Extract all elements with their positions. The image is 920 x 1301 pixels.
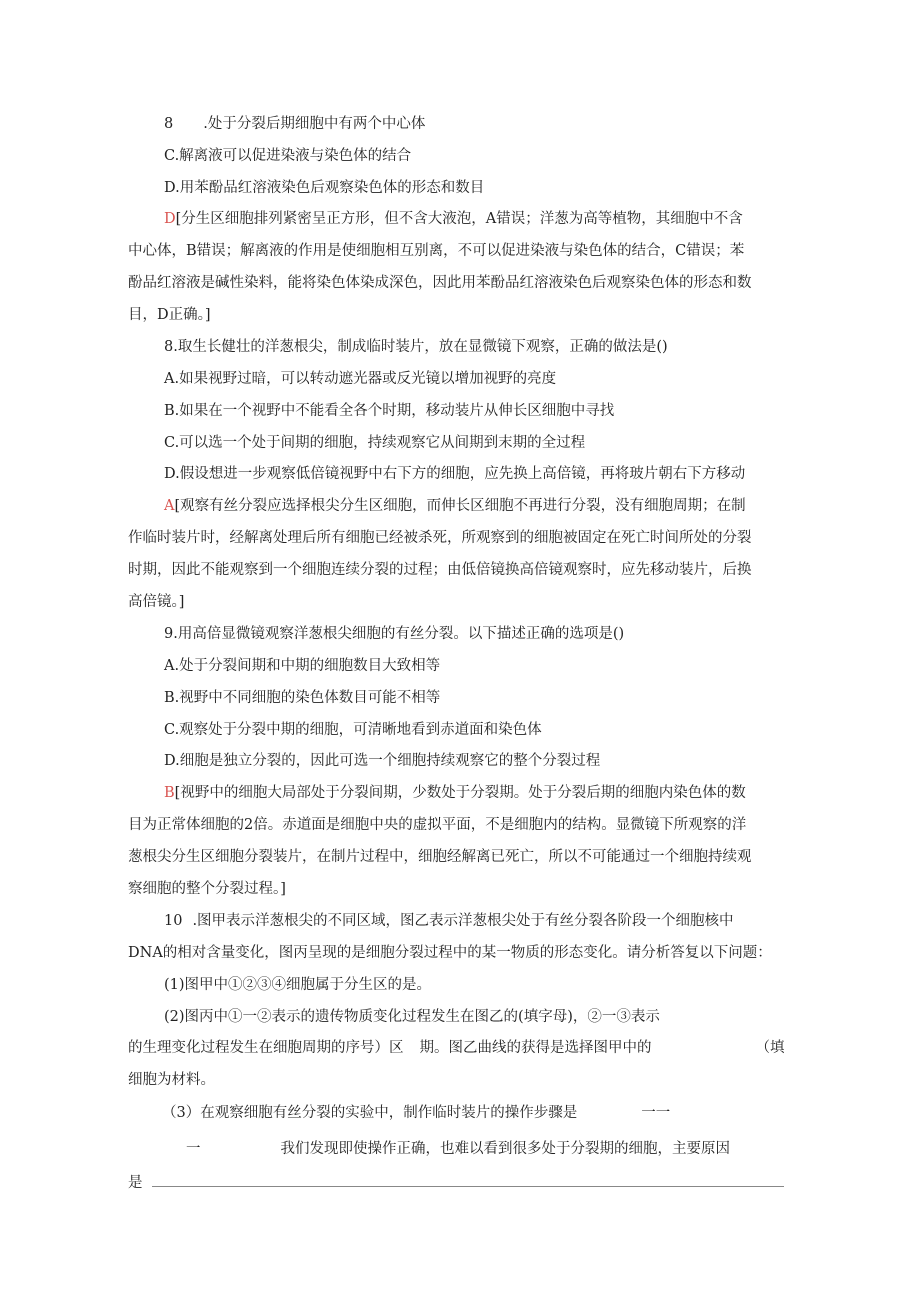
q7-option-b [164, 113, 834, 135]
q10-part-3-text-c: 一 [186, 1141, 201, 1157]
q10-part-3-line-3: 是 [128, 1175, 143, 1191]
q10-part-3-text-d: 我们发现即使操作正确，也难以看到很多处于分裂期的细胞，主要原因 [280, 1141, 730, 1157]
q8-option-c: C.可以选一个处于间期的细胞，持续观察它从间期到末期的全过程 [164, 435, 586, 451]
q9-explanation-line-4: 察细胞的整个分裂过程。] [128, 881, 286, 897]
q9-option-c: C.观察处于分裂中期的细胞，可清晰地看到赤道面和染色体 [164, 722, 542, 738]
q7-explanation-line-4: 目，D正确。] [128, 307, 211, 323]
q8-option-d: D.假设想进一步观察低倍镜视野中右下方的细胞，应先换上高倍镜，再将玻片朝右下方移动 [164, 466, 746, 482]
q8-option-a: A.如果视野过暗，可以转动遮光器或反光镜以增加视野的亮度 [164, 371, 557, 387]
q9-option-b: B.视野中不同细胞的染色体数目可能不相等 [164, 690, 441, 706]
q8-explanation-text-1: [观察有丝分裂应选择根尖分生区细胞，而伸长区细胞不再进行分裂，没有细胞周期；在制 [174, 498, 746, 514]
q10-part-3-line-1 [162, 1102, 832, 1124]
q9-explanation-line-3: 葱根尖分生区细胞分裂装片，在制片过程中，细胞经解离已死亡，所以不可能通过一个细胞持续观 [128, 849, 752, 865]
q8-explanation-line-3: 时期，因此不能观察到一个细胞连续分裂的过程；由低倍镜换高倍镜观察时，应先移动装片，后换 [128, 562, 752, 578]
q7-option-b-text: .处于分裂后期细胞中有两个中心体 [203, 116, 426, 132]
q8-explanation-line-1 [164, 495, 798, 517]
q9-option-a: A.处于分裂间期和中期的细胞数目大致相等 [164, 658, 441, 674]
q10-stem-line-1 [164, 910, 798, 932]
q10-part-2-text-b: 期。图乙曲线的获得是选择图甲中的 [419, 1040, 652, 1056]
q10-part-3-text-a: （3）在观察细胞有丝分裂的实验中，制作临时装片的操作步骤是 [162, 1105, 578, 1121]
q8-explanation-line-4: 高倍镜。] [128, 594, 185, 610]
q7-explanation-line-3: 酚品红溶液是碱性染料，能将染色体染成深色，因此用苯酚品红溶液染色后观察染色体的形态和数 [128, 275, 752, 291]
q7-option-c: C.解离液可以促进染液与染色体的结合 [164, 148, 412, 164]
q8-stem: 8.取生长健壮的洋葱根尖，制成临时装片，放在显微镜下观察，正确的做法是() [164, 339, 668, 355]
q8-explanation-line-2: 作临时装片时，经解离处理后所有细胞已经被杀死，所观察到的细胞被固定在死亡时间所处的分裂 [128, 530, 752, 546]
q7-explanation-line-1 [164, 208, 798, 230]
q7-option-d: D.用苯酚品红溶液染色后观察染色体的形态和数目 [164, 180, 485, 196]
q10-part-3-text-b: 一一 [641, 1105, 671, 1121]
q10-stem-text-1: .图甲表示洋葱根尖的不同区域，图乙表示洋葱根尖处于有丝分裂各阶段一个细胞核中 [192, 913, 734, 929]
q10-stem-line-2: DNA的相对含量变化，图丙呈现的是细胞分裂过程中的某一物质的形态变化。请分析答复以下问题： [128, 945, 772, 961]
q7-explanation-line-2: 中心体，B错误；解离液的作用是使细胞相互别离，不可以促进染液与染色体的结合，C错误；苯 [128, 243, 745, 259]
q8-answer: A [164, 498, 175, 514]
q10-part-2-text-c: （填 [755, 1040, 785, 1056]
q9-option-d: D.细胞是独立分裂的，因此可选一个细胞持续观察它的整个分裂过程 [164, 753, 601, 769]
q7-option-b-number: 8 [164, 116, 174, 132]
q7-explanation-text-1: [分生区细胞排列紧密呈正方形，但不含大液泡，A错误；洋葱为高等植物，其细胞中不含 [175, 211, 743, 227]
q10-part-2-text-a: 的生理变化过程发生在细胞周期的序号）区 [128, 1040, 404, 1056]
q10-part-2-line-2 [128, 1037, 798, 1059]
q10-part-3-line-2 [186, 1138, 856, 1160]
q9-stem: 9.用高倍显微镜观察洋葱根尖细胞的有丝分裂。以下描述正确的选项是() [164, 626, 625, 642]
q9-explanation-line-1 [164, 782, 798, 804]
q10-part-1: (1)图甲中①②③④细胞属于分生区的是。 [164, 977, 432, 993]
q8-option-b: B.如果在一个视野中不能看全各个时期，移动装片从伸长区细胞中寻找 [164, 403, 615, 419]
q10-part-2-line-3: 细胞为材料。 [128, 1072, 215, 1088]
q10-part-2-line-1: (2)图丙中①一②表示的遗传物质变化过程发生在图乙的(填字母)，②一③表示 [164, 1009, 660, 1025]
q7-answer: D [164, 211, 176, 227]
q9-answer: B [164, 785, 175, 801]
q9-explanation-line-2: 目为正常体细胞的2倍。赤道面是细胞中央的虚拟平面，不是细胞内的结构。显微镜下所观察的洋 [128, 817, 747, 833]
q10-number: 10 [164, 913, 183, 929]
q9-explanation-text-1: [视野中的细胞大局部处于分裂间期，少数处于分裂期。处于分裂后期的细胞内染色体的数 [174, 785, 746, 801]
answer-blank-line [152, 1186, 784, 1187]
